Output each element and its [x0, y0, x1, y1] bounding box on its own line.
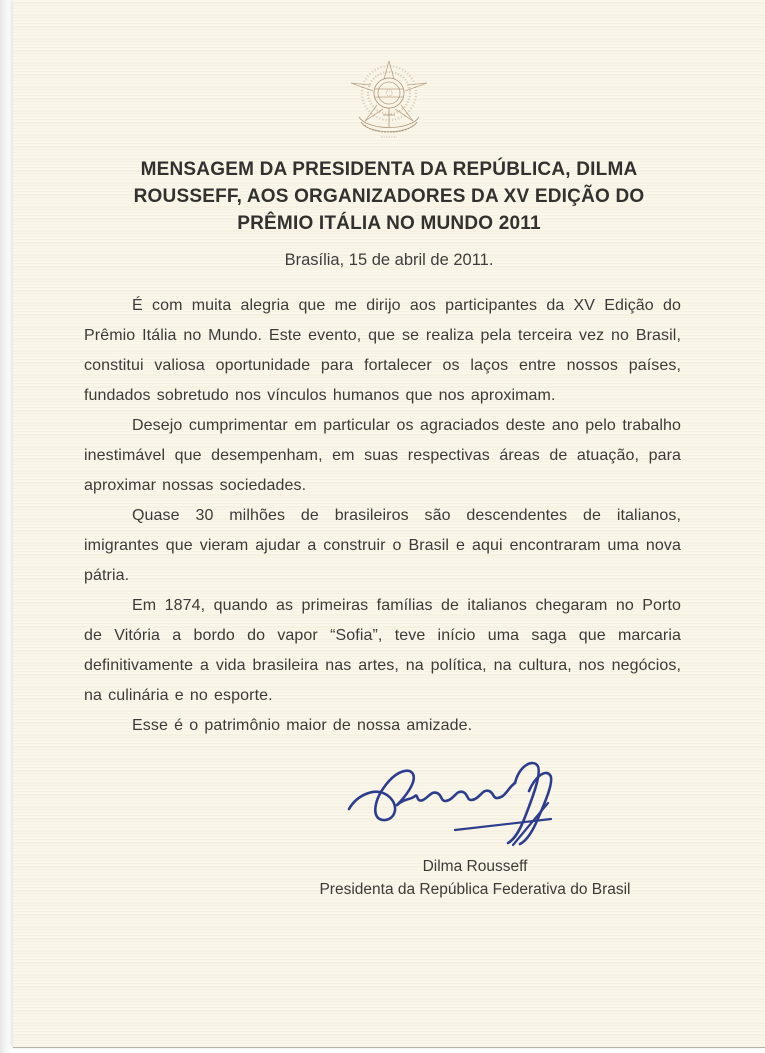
signatory-name: Dilma Rousseff [422, 858, 528, 875]
letter-paragraph: Esse é o patrimônio maior de nossa amizade. [132, 717, 473, 734]
signatory-title: Presidenta da República Federativa do Brasil [319, 881, 631, 898]
letter-title-line: MENSAGEM DA PRESIDENTA DA REPÚBLICA, DILMA [140, 159, 638, 180]
letter-title-line: PRÊMIO ITÁLIA NO MUNDO 2011 [237, 213, 541, 234]
signatory-block [290, 855, 660, 901]
letter-dateline: Brasília, 15 de abril de 2011. [284, 251, 494, 269]
letter-paragraph: É com muita alegria que me dirijo aos participantes da XV Edição do Prêmio Itália no Mundo. Este evento, que se realiza pela terceira vez no Brasil, constitui valiosa oportunidade para fortalecer os laços entre nossos países, fundados sobretudo nos vínculos humanos que nos aproximam. [84, 297, 681, 404]
letter-title-line: ROUSSEFF, AOS ORGANIZADORES DA XV EDIÇÃO DO [133, 186, 645, 207]
letter-paragraph: Desejo cumprimentar em particular os agraciados deste ano pelo trabalho inestimável que desempenham, em suas respectivas áreas de atuação, para aproximar nossas sociedades. [84, 417, 681, 494]
brazil-coat-of-arms-icon [341, 57, 437, 143]
signature [343, 757, 583, 849]
letter-body [84, 291, 681, 741]
letter-paragraph: Em 1874, quando as primeiras famílias de italianos chegaram no Porto de Vitória a bordo do vapor “Sofia”, teve início uma saga que marcaria definitivamente a vida brasileira nas artes, na política, na cultura, nos negócios, na culinária e no esporte. [84, 597, 681, 704]
letter-page [13, 0, 765, 1048]
letter-title [13, 156, 765, 237]
letter-paragraph: Quase 30 milhões de brasileiros são descendentes de italianos, imigrantes que vieram ajudar a construir o Brasil e aqui encontraram uma nova pátria. [84, 507, 681, 584]
handwritten-signature-icon [343, 757, 583, 849]
